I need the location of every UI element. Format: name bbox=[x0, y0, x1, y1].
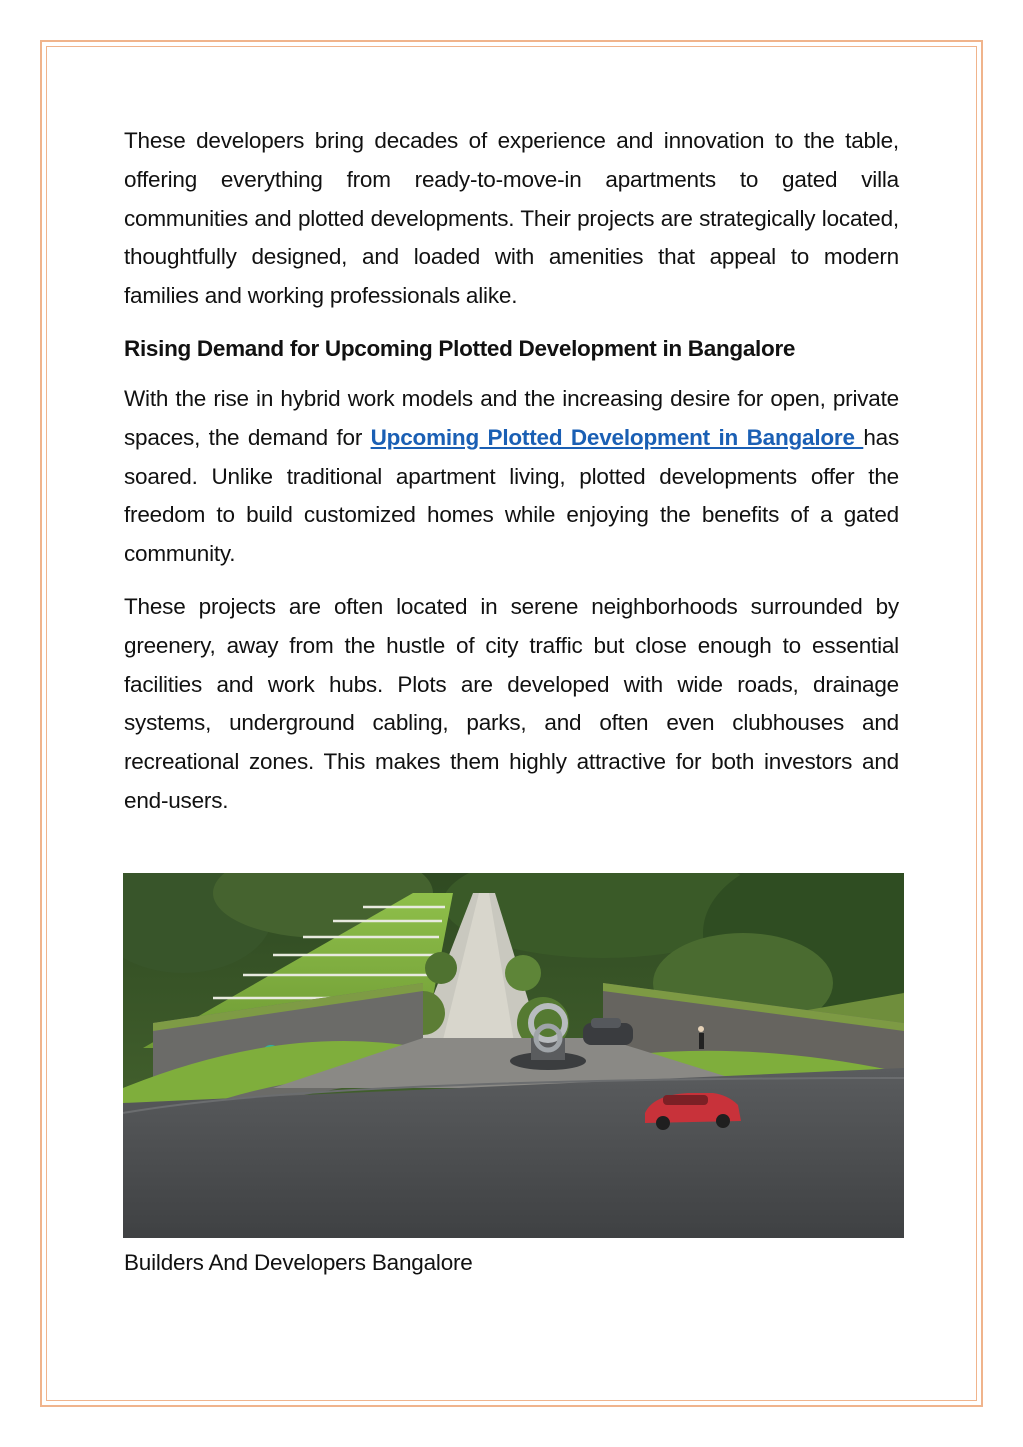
image-caption: Builders And Developers Bangalore bbox=[124, 1250, 473, 1275]
aerial-render-illustration bbox=[123, 873, 904, 1238]
paragraph-projects: These projects are often located in serene neighborhoods surrounded by greenery, away from the hustle of city traffic but close enough to essential facilities and work hubs. Plots are developed with wide roads, drainage systems, underground cabling, parks, and often even clubhouses and recreational zones. This makes them highly attractive for both investors and end-users. bbox=[124, 593, 899, 813]
paragraph-demand-lead: With the rise in hybrid work models and the increasing desire for open, private spaces, the demand for bbox=[124, 385, 899, 450]
section-heading: Rising Demand for Upcoming Plotted Development in Bangalore bbox=[124, 335, 796, 361]
paragraph-demand-rest: has soared. Unlike traditional apartment living, plotted developments offer the freedom to build customized homes while enjoying the benefits of a gated community. bbox=[124, 424, 899, 567]
paragraph-developers: These developers bring decades of experience and innovation to the table, offering everything from ready-to-move-in apartments to gated villa communities and plotted developments. Their projects are strategically located, thoughtfully designed, and loaded with amenities that appeal to modern families and working professionals alike. bbox=[124, 128, 899, 309]
upcoming-plotted-development-link[interactable]: Upcoming Plotted Development in Bangalore bbox=[370, 424, 864, 450]
plotted-development-image bbox=[123, 873, 904, 1238]
document-body bbox=[124, 122, 899, 835]
paragraph-demand bbox=[124, 380, 899, 574]
